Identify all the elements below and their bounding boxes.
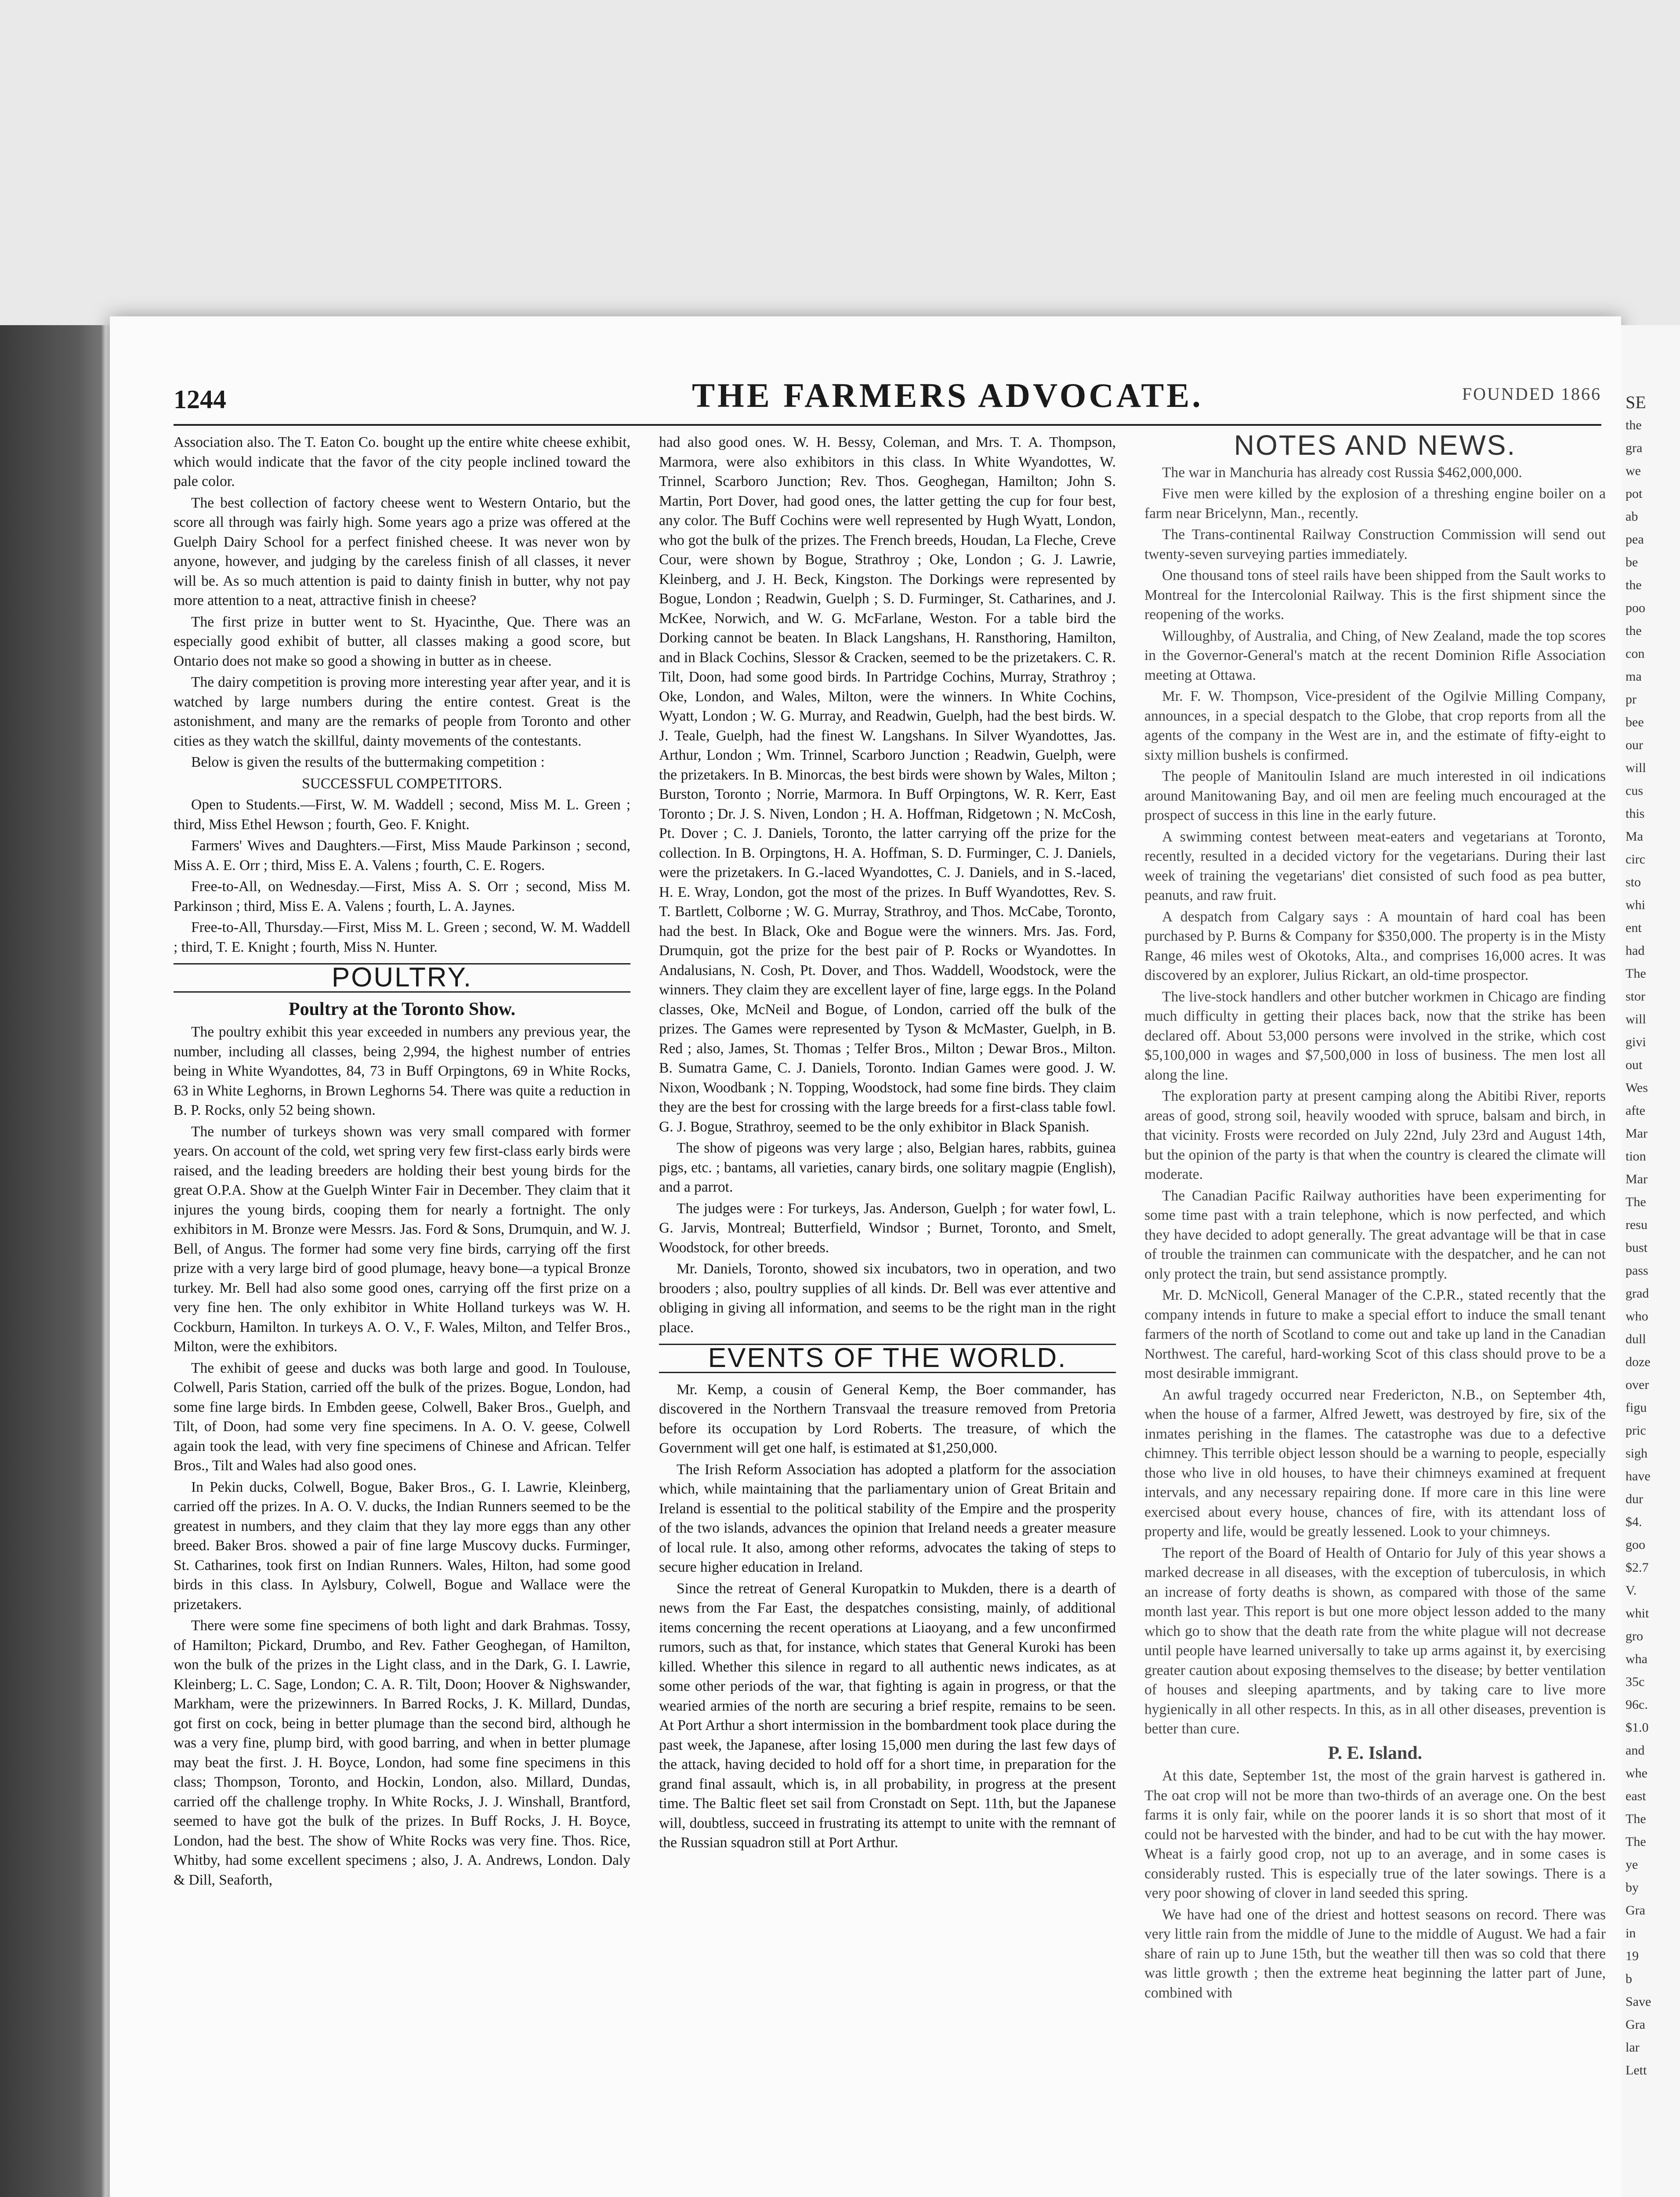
edge-fragment: afte	[1626, 1103, 1645, 1118]
edge-fragment: bust	[1626, 1240, 1648, 1255]
news-item: A despatch from Calgary says : A mountain of hard coal has been purchased by P. Burns & Company for $350,000. The property is in the Misty Range, 46 miles west of Okotoks, Alta., and comprises 16,000 acres. It was discovered by an explorer, Julius Rickart, an old-time prospector.	[1144, 908, 1606, 983]
edge-fragment: Save	[1626, 1994, 1651, 2009]
edge-fragment: ye	[1626, 1857, 1638, 1872]
successful-competitors-heading: SUCCESSFUL COMPETITORS.	[301, 775, 503, 792]
edge-fragment: ma	[1626, 669, 1642, 684]
edge-fragment: ab	[1626, 509, 1638, 524]
paragraph: The first prize in butter went to St. Hyacinthe, Que. There was an especially good exhibit of butter, all classes making a good score, but Ontario does not make so good a showing in butter as in cheese.	[174, 613, 630, 669]
edge-fragment: Gra	[1626, 1903, 1645, 1918]
adjacent-page-edge	[1621, 325, 1680, 2197]
edge-fragment: east	[1626, 1789, 1646, 1803]
paragraph: The judges were : For turkeys, Jas. Anderson, Guelph ; for water fowl, L. G. Jarvis, Montreal; Butterfield, Windsor ; Burnet, Toronto, and Smelt, Woodstock, for other breeds.	[659, 1200, 1116, 1256]
edge-fragment: 35c	[1626, 1675, 1645, 1689]
column-1	[174, 433, 630, 1892]
edge-fragment: cus	[1626, 783, 1643, 798]
edge-fragment: Ma	[1626, 829, 1643, 844]
edge-fragment: lar	[1626, 2040, 1640, 2055]
notes-and-news-heading: NOTES AND NEWS.	[1234, 429, 1517, 461]
edge-fragment: pass	[1626, 1263, 1648, 1278]
paragraph: The dairy competition is proving more interesting year after year, and it is watched by large numbers during the entire contest. Great is the astonishment, and many are the remarks of people from Toronto and other cities as they watch the skillful, dainty movements of the contestants.	[174, 674, 630, 749]
page-header	[174, 376, 1601, 424]
edge-fragment: the	[1626, 418, 1642, 432]
news-item: Willoughby, of Australia, and Ching, of New Zealand, made the top scores in the Governor-General's match at the recent Dominion Rifle Association meeting at Ottawa.	[1144, 627, 1606, 683]
edge-fragment: gro	[1626, 1629, 1643, 1643]
edge-fragment: grad	[1626, 1286, 1649, 1301]
edge-fragment: dull	[1626, 1332, 1646, 1346]
edge-fragment: goo	[1626, 1537, 1645, 1552]
paragraph: Farmers' Wives and Daughters.—First, Miss Maude Parkinson ; second, Miss A. E. Orr ; third, Miss E. A. Valens ; fourth, C. E. Rogers.	[174, 837, 630, 874]
news-item: The report of the Board of Health of Ontario for July of this year shows a marked decrease in all diseases, with the exception of tuberculosis, in which an increase of forty deaths is shown, as compared with those of the same month last year. This report is but one more object lesson added to the many which go to show that the death rate from the white plague will not decrease until people have learned universally to take up arms against it, by exercising greater caution about exposing themselves to the disease; by better ventilation of houses and sleeping apartments, and by taking care to live more hygienically in all other respects. In this, as in all other diseases, prevention is better than cure.	[1144, 1544, 1606, 1737]
edge-fragment: who	[1626, 1309, 1648, 1323]
scanner-top-margin	[0, 0, 1680, 325]
news-item: An awful tragedy occurred near Fredericton, N.B., on September 4th, when the house of a farmer, Alfred Jewett, was destroyed by fire, six of the inmates perishing in the flames. The catastrophe was due to a defective chimney. This terrible object lesson should be a warning to people, especially those who live in old houses, to have their chimneys examined at frequent intervals, and any necessary repairing done. If more care in this line were exercised about every house, chances of fire, with its attendant loss of property and life, would be greatly lessened. Look to your chimneys.	[1144, 1386, 1606, 1540]
edge-fragment: The	[1626, 1834, 1646, 1849]
edge-fragment: pr	[1626, 692, 1637, 707]
paragraph: Below is given the results of the buttermaking competition :	[191, 754, 545, 770]
page-number: 1244	[174, 385, 226, 414]
news-item: Mr. F. W. Thompson, Vice-president of the Ogilvie Milling Company, announces, in a special despatch to the Globe, that crop reports from all the agents of the company in the West are in, and the estimate of fifty-eight to sixty million bushels is confirmed.	[1144, 688, 1606, 763]
paragraph: At this date, September 1st, the most of the grain harvest is gathered in. The oat crop will not be more than two-thirds of an average one. On the best farms it is only fair, while on the poorer lands it is so short that most of it could not be harvested with the binder, and had to be cut with the hay mower. Wheat is a fairly good crop, not up to an average, and in some cases is considerably rusted. This is especially true of the later sowings. There is a very poor showing of clover in land seeded this spring.	[1144, 1768, 1606, 1901]
edge-fragment: and	[1626, 1743, 1645, 1758]
paragraph: In Pekin ducks, Colwell, Bogue, Baker Bros., G. I. Lawrie, Kleinberg, carried off the prizes. In A. O. V. ducks, the Indian Runners seemed to be the greatest in numbers, and they claim that they lay more eggs than any other breed. Baker Bros. showed a pair of fine large Muscovy ducks. Furminger, St. Catharines, took first on Indian Runners. Wales, Hilton, had some good birds in this class. In Aylsbury, Colwell, Bogue and Wallace were the prizetakers.	[174, 1479, 630, 1613]
paragraph: The exhibit of geese and ducks was both large and good. In Toulouse, Colwell, Paris Station, carried off the bulk of the prizes. Bogue, London, had some fine large birds. In Embden geese, Colwell, Baker Bros., Guelph, and Tilt, of Doon, had some very fine specimens. In A. O. V. geese, Colwell again took the lead, with very fine specimens of Chinese and African. Telfer Bros., Tilt and Wales had also good ones.	[174, 1360, 630, 1474]
edge-fragment: $4.	[1626, 1515, 1642, 1529]
edge-fragment: pot	[1626, 486, 1643, 501]
edge-fragment: wha	[1626, 1652, 1647, 1666]
edge-fragment: 19	[1626, 1949, 1639, 1963]
paragraph: The number of turkeys shown was very small compared with former years. On account of the cold, wet spring very few first-class early birds were raised, and the leading breeders are holding their best young birds for the great O.P.A. Show at the Guelph Winter Fair in December. They claim that it injures the young birds, cooping them for nearly a fortnight. The only exhibitors in M. Bronze were Messrs. Jas. Ford & Sons, Drumquin, and W. J. Bell, of Angus. The former had some very fine birds, carrying off the first prize with a very large bird of good plumage, heavy bone—a typical Bronze turkey. Mr. Bell had also some good ones, carrying off the first prize on a very fine hen. The only exhibitor in White Holland turkeys was W. H. Cockburn, Hamilton. In turkeys A. O. V., F. Wales, Milton, and Telfer Bros., Milton, were the exhibitors.	[174, 1123, 630, 1355]
edge-fragment: sigh	[1626, 1446, 1648, 1461]
paragraph: Free-to-All, on Wednesday.—First, Miss A. S. Orr ; second, Miss M. Parkinson ; third, Miss E. A. Valens ; fourth, L. A. Jaynes.	[174, 878, 630, 914]
edge-fragment: $2.7	[1626, 1560, 1649, 1575]
edge-fragment: pric	[1626, 1423, 1646, 1438]
edge-fragment: this	[1626, 806, 1645, 821]
edge-fragment: sto	[1626, 875, 1641, 889]
edge-fragment: will	[1626, 1012, 1646, 1026]
edge-fragment: Mar	[1626, 1126, 1647, 1141]
newspaper-page	[110, 316, 1621, 2197]
column-3	[1144, 429, 1606, 2005]
masthead: THE FARMERS ADVOCATE.	[692, 376, 1203, 414]
news-item: The Canadian Pacific Railway authorities have been experimenting for some time past with a train telephone, which is now perfected, and which they have decided to adopt generally. The great advantage will be that in case of trouble the trainmen can communicate with the despatcher, and he can not only protect the train, but send assistance promptly.	[1144, 1187, 1606, 1282]
edge-fragment: had	[1626, 943, 1645, 958]
edge-fragment: con	[1626, 646, 1645, 661]
edge-fragment: have	[1626, 1469, 1651, 1483]
edge-fragment: V.	[1626, 1583, 1637, 1598]
edge-fragment: whi	[1626, 898, 1645, 912]
edge-fragment: tion	[1626, 1149, 1646, 1164]
edge-fragment: ent	[1626, 921, 1642, 935]
paragraph: There were some fine specimens of both light and dark Brahmas. Tossy, of Hamilton; Pickard, Drumbo, and Rev. Father Geoghegan, of Hamilton, won the bulk of the prizes in the Light class, and in the Dark, G. I. Lawrie, Kleinberg; L. C. Sage, London; C. A. R. Tilt, Doon; Hoover & Nighswander, Markham, were the prizewinners. In Barred Rocks, J. K. Millard, Dundas, got first on cock, being in better plumage than the second bird, although he was a very fine, plump bird, with good barring, and when in better plumage may beat the first. J. H. Boyce, London, had some fine specimens in this class; Thompson, Toronto, and Hockin, London, also. Millard, Dundas, carried off the challenge trophy. In White Rocks, J. J. Winshall, Brantford, seemed to have got the bulk of the prizes. In Buff Rocks, J. H. Boyce, London, had the best. The show of White Rocks was very fine. Thos. Rice, Whitby, had some excellent specimens ; also, J. A. Andrews, London. Daly & Dill, Seaforth,	[174, 1617, 630, 1888]
header-rule	[174, 424, 1601, 426]
paragraph: The Irish Reform Association has adopted a platform for the association which, while maintaining that the parliamentary union of Great Britain and Ireland is essential to the political stability of the Empire and the prosperity of the two islands, advances the opinion that Ireland needs a greater measure of local rule. It also, among other reforms, advocates the taking of steps to secure higher education in Ireland.	[659, 1461, 1116, 1575]
news-item: The people of Manitoulin Island are much interested in oil indications around Manitowaning Bay, and oil men are feeling much encouraged at the prospect of success in this line in the early future.	[1144, 768, 1606, 823]
edge-fragment: The	[1626, 966, 1646, 981]
news-item: Five men were killed by the explosion of a threshing engine boiler on a farm near Bricelynn, Man., recently.	[1144, 486, 1606, 522]
events-section-heading: EVENTS OF THE WORLD.	[659, 1344, 1116, 1373]
edge-fragment: we	[1626, 464, 1641, 478]
news-item: The exploration party at present camping along the Abitibi River, reports areas of good, strong soil, heavily wooded with spruce, balsam and birch, in that vicinity. Frosts were recorded on July 22nd, July 23rd and August 14th, but the opinion of the party is that when the country is cleared the climate will moderate.	[1144, 1088, 1606, 1182]
edge-fragment: will	[1626, 761, 1646, 775]
edge-fragment: over	[1626, 1378, 1649, 1392]
poultry-section-heading: POULTRY.	[174, 963, 630, 993]
edge-fragment: 96c.	[1626, 1697, 1648, 1712]
edge-fragment: The	[1626, 1195, 1646, 1209]
edge-fragment: resu	[1626, 1218, 1647, 1232]
paragraph: had also good ones. W. H. Bessy, Coleman, and Mrs. T. A. Thompson, Marmora, were also exhibitors in this class. In White Wyandottes, W. Trinnel, Scarboro Junction; Rev. Thos. Geoghegan, Hamilton; John S. Martin, Port Dover, had good ones, the latter getting the cup for four best, any color. The Buff Cochins were well represented by Hugh Wyatt, London, who got the bulk of the prizes. The French breeds, Houdan, La Fleche, Creve Cour, were shown by Bogue, Strathroy ; Oke, London ; G. J. Lawrie, Kleinberg, and J. H. Beck, Kingston. The Dorkings were represented by Bogue, London ; Readwin, Guelph ; S. D. Furminger, St. Catharines, and J. McKee, Norwich, and W. G. McFarlane, Weston. For a table bird the Dorking cannot be beaten. In Black Langshans, H. Ransthoring, Hamilton, and in Black Cochins, Slessor & Cracken, seemed to be the prizetakers. C. R. Tilt, Doon, had some good birds. In Partridge Cochins, Murray, Strathroy ; Oke, London, and Wales, Milton, were the winners. In White Cochins, Wyatt, London ; W. G. Murray, and Readwin, Guelph, had the best birds. W. J. Teale, Guelph, had the finest W. Langshans. In Silver Wyandottes, Jas. Arthur, London ; Wm. Trinnel, Scarboro Junction ; Readwin, Guelph, were the prizetakers. In B. Minorcas, the best birds were shown by Wales, Milton ; Burston, Toronto ; Norrie, Marmora. In Buff Orpingtons, W. R. Kerr, East Toronto ; Dr. J. S. Niven, London ; H. A. Hoffman, Ridgetown ; N. McCosh, Pt. Dover ; C. J. Daniels, Toronto, the latter carrying off the prize for the collection. In B. Orpingtons, H. A. Hoffman, S. D. Furminger, C. J. Daniels, were the prizetakers. In G.-laced Wyandottes, C. J. Daniels, and in S.-laced, H. E. Wray, London, got the most of the prizes. In Buff Wyandottes, Rev. S. T. Bartlett, Colborne ; W. G. Murray, Strathroy, and Thos. McCabe, Toronto, had the best. In Black, Oke and Bogue were the winners. Mrs. Jas. Ford, Drumquin, got the prize for the best pair of P. Rocks or Wyandottes. In Andalusians, N. Cosh, Pt. Dover, and Thos. Waddell, Woodstock, were the winners. They claim they are excellent layer of fine, large eggs. In the Poland classes, Oke, McNeil and Bogue, of London, carried off the bulk of the prizes. The Games were represented by Tyson & McMaster, Guelph, in B. Red ; also, James, St. Thomas ; Telfer Bros., Milton ; Dewar Bros., Milton. B. Sumatra Game, C. J. Daniels, Toronto. Indian Games were good. J. W. Nixon, Woodbank ; N. Topping, Woodstock, had some fine birds. They claim they are the best for crossing with the large breeds for a first-class table fowl. G. J. Bogue, Strathroy, seemed to be the only exhibitor in Black Spanish.	[659, 434, 1116, 1135]
paragraph: Mr. Daniels, Toronto, showed six incubators, two in operation, and two brooders ; also, poultry supplies of all kinds. Dr. Bell was ever attentive and obliging in giving all information, and seems to be the right man in the right place.	[659, 1261, 1116, 1336]
edge-fragment: be	[1626, 555, 1638, 569]
edge-fragment: Wes	[1626, 1080, 1648, 1095]
edge-fragment: Lett	[1626, 2063, 1647, 2077]
edge-fragment: doze	[1626, 1355, 1651, 1369]
edge-fragment: out	[1626, 1058, 1643, 1072]
edge-fragment: our	[1626, 738, 1643, 752]
edge-fragment: b	[1626, 1972, 1632, 1986]
edge-fragment: SE	[1626, 392, 1646, 412]
edge-fragment: the	[1626, 624, 1642, 638]
paragraph: Association also. The T. Eaton Co. bought up the entire white cheese exhibit, which would indicate that the favor of the city people inclined toward the pale color.	[174, 434, 630, 489]
paragraph: The best collection of factory cheese went to Western Ontario, but the score all through was fairly high. Some years ago a prize was offered at the Guelph Dairy School for a perfect finished cheese. It was never won by anyone, however, and judging by the careless finish of all classes, it never will be. As so much attention is paid to dainty finish in butter, why not pay more attention to a neat, attractive finish in cheese?	[174, 494, 630, 609]
news-item: The live-stock handlers and other butcher workmen in Chicago are finding much difficulty in getting their places back, now that the strike has been declared off. About 53,000 persons were involved in the strike, which cost $5,100,000 in wages and $7,500,000 in loss of business. The men lost all along the line.	[1144, 988, 1606, 1083]
founded-line: FOUNDED 1866	[1462, 384, 1601, 404]
paragraph: Mr. Kemp, a cousin of General Kemp, the Boer commander, has discovered in the Northern Transvaal the treasure removed from Pretoria before its occupation by Lord Roberts. The treasure, of which the Government will get one half, is estimated at $1,250,000.	[659, 1381, 1116, 1456]
news-item: A swimming contest between meat-eaters and vegetarians at Toronto, recently, resulted in a decided victory for the vegetarians. During their last week of training the vegetarians' diet consisted of such food as pea butter, peanuts, and raw fruit.	[1144, 828, 1606, 903]
edge-fragment: whe	[1626, 1766, 1647, 1780]
column-2	[659, 433, 1116, 1855]
edge-fragment: poo	[1626, 601, 1645, 615]
edge-fragment: by	[1626, 1880, 1639, 1895]
edge-fragment: in	[1626, 1926, 1636, 1940]
edge-fragment: whit	[1626, 1606, 1649, 1621]
edge-fragment: stor	[1626, 989, 1645, 1004]
news-item: The Trans-continental Railway Construction Commission will send out twenty-seven surveying parties immediately.	[1144, 526, 1606, 562]
news-item: Mr. D. McNicoll, General Manager of the C.P.R., stated recently that the company intends in future to make a special effort to induce the small tenant farmers of the north of Scotland to come out and take up land in the Canadian Northwest. The careful, hard-working Scot of this class should prove to be a most desirable immigrant.	[1144, 1287, 1606, 1381]
edge-fragment: dur	[1626, 1492, 1643, 1506]
edge-fragment: figu	[1626, 1400, 1647, 1415]
paragraph: Free-to-All, Thursday.—First, Miss M. L. Green ; second, W. M. Waddell ; third, T. E. Knight ; fourth, Miss N. Hunter.	[174, 919, 630, 955]
news-item: The war in Manchuria has already cost Russia $462,000,000.	[1162, 464, 1522, 481]
paragraph: Open to Students.—First, W. M. Waddell ; second, Miss M. L. Green ; third, Miss Ethel Hewson ; fourth, Geo. F. Knight.	[174, 797, 630, 833]
paragraph: We have had one of the driest and hottest seasons on record. There was very little rain from the middle of June to the middle of August. We had a fair share of rain up to June 15th, but the weather till then was so cold that there was little growth ; then the extreme heat beginning the latter part of June, combined with	[1144, 1906, 1606, 2001]
edge-fragment: The	[1626, 1812, 1646, 1826]
paragraph: Since the retreat of General Kuropatkin to Mukden, there is a dearth of news from the Far East, the despatches consisting, mainly, of additional items concerning the recent operations at Liaoyang, and a few unconfirmed rumors, such as that, for instance, which states that General Kuroki has been killed. Whether this silence in regard to all authentic news indicates, as at some other periods of the war, that fighting is again in progress, or that the wearied armies of the north are securing a brief respite, remains to be seen. At Port Arthur a short intermission in the bombardment took place during the past week, the Japanese, after losing 15,000 men during the last few days of the attack, having decided to hold off for a short time, in preparation for the grand final assault, which is, in all probability, in progress at the present time. The Baltic fleet set sail from Cronstadt on Sept. 11th, but the Japanese will, doubtless, succeed in frustrating its attempt to unite with the remnant of the Russian squadron still at Port Arthur.	[659, 1580, 1116, 1851]
edge-fragment: $1.0	[1626, 1720, 1649, 1735]
edge-fragment: Gra	[1626, 2017, 1645, 2032]
paragraph: The show of pigeons was very large ; also, Belgian hares, rabbits, guinea pigs, etc. ; bantams, all varieties, canary birds, one solitary magpie (English), and a parrot.	[659, 1140, 1116, 1195]
edge-fragment: circ	[1626, 852, 1645, 866]
poultry-article-title: Poultry at the Toronto Show.	[288, 999, 516, 1019]
edge-fragment: pea	[1626, 532, 1644, 547]
edge-fragment: bee	[1626, 715, 1644, 729]
news-item: One thousand tons of steel rails have been shipped from the Sault works to Montreal for the Intercolonial Railway. This is the first shipment since the reopening of the works.	[1144, 567, 1606, 623]
edge-fragment: givi	[1626, 1035, 1646, 1049]
paragraph: The poultry exhibit this year exceeded in numbers any previous year, the number, including all classes, being 2,994, the highest number of entries being in White Wyandottes, 84, 73 in Buff Orpingtons, 69 in White Rocks, 63 in White Leghorns, in Brown Leghorns 54. There was quite a reduction in B. P. Rocks, only 52 being shown.	[174, 1024, 630, 1118]
edge-fragment: the	[1626, 578, 1642, 592]
edge-fragment: Mar	[1626, 1172, 1647, 1186]
pei-heading: P. E. Island.	[1328, 1743, 1423, 1763]
edge-fragment: gra	[1626, 441, 1643, 455]
